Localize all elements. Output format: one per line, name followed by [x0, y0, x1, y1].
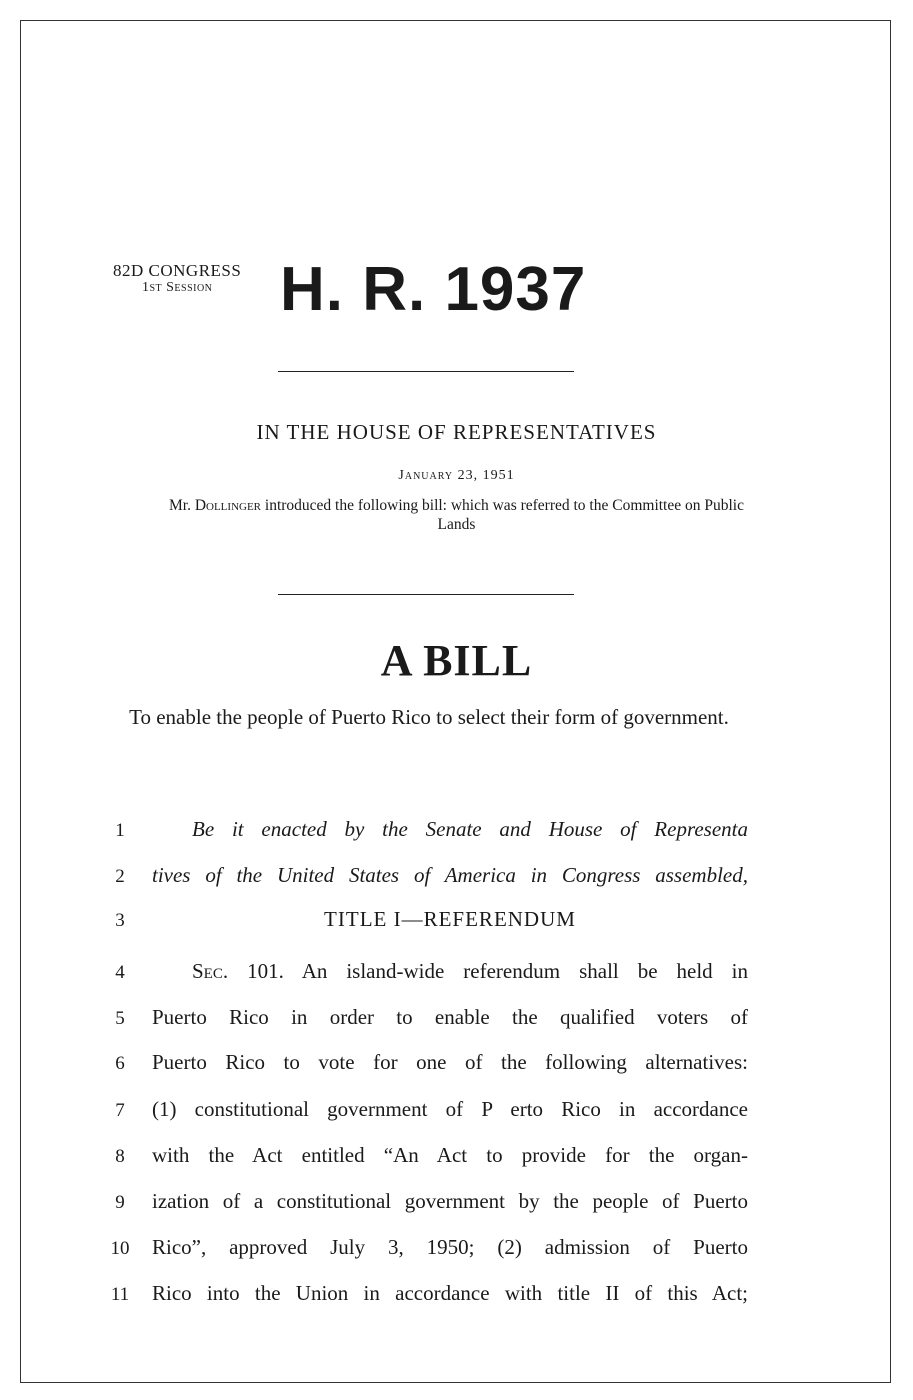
bill-line	[100, 1230, 760, 1270]
introduction-text	[160, 496, 753, 534]
bill-line	[100, 902, 760, 942]
bill-line	[100, 812, 760, 852]
intro-prefix: Mr.	[168, 497, 191, 514]
line-text: Rico into the Union in accordance with title II of this Act;	[152, 1281, 748, 1305]
bill-line	[100, 858, 760, 898]
line-text: Be it enacted by the Senate and House of Representa	[192, 817, 748, 841]
line-text: Puerto Rico to vote for one of the following alternatives:	[152, 1050, 748, 1074]
bill-line	[100, 1184, 760, 1224]
session-label: 1st Session	[141, 280, 213, 295]
chamber-heading: IN THE HOUSE OF REPRESENTATIVES	[256, 420, 657, 444]
line-text: ization of a constitutional government by the people of Puerto	[152, 1189, 748, 1213]
line-number: 6	[115, 1053, 125, 1074]
bill-line	[100, 1092, 760, 1132]
line-text: Rico”, approved July 3, 1950; (2) admission of Puerto	[152, 1235, 748, 1259]
bill-purpose: To enable the people of Puerto Rico to select their form of government.	[129, 705, 729, 729]
title-heading: TITLE I—REFERENDUM	[324, 907, 576, 931]
line-number: 8	[115, 1146, 125, 1167]
bill-line	[100, 1000, 760, 1040]
line-text	[192, 959, 748, 984]
divider-bottom	[278, 594, 574, 595]
line-text: with the Act entitled “An Act to provide for the organ-	[152, 1143, 748, 1167]
bill-line	[100, 1045, 760, 1085]
section-label: Sec. 101.	[192, 959, 284, 983]
divider-top	[278, 371, 574, 372]
line-number: 10	[110, 1238, 130, 1259]
line-number: 9	[115, 1192, 125, 1213]
line-number: 5	[115, 1008, 125, 1029]
line-text: tives of the United States of America in Congress assembled,	[152, 863, 748, 887]
line-number: 11	[110, 1284, 130, 1305]
sponsor-name: Dollinger	[194, 497, 262, 514]
line-text: (1) constitutional government of P erto Rico in accordance	[152, 1097, 748, 1121]
intro-body: introduced the following bill: which was referred to the Committee on Public Lands	[264, 497, 744, 533]
bill-heading: A BILL	[380, 636, 533, 685]
line-number: 1	[115, 820, 125, 841]
bill-line	[100, 1138, 760, 1178]
bill-date: January 23, 1951	[398, 468, 515, 483]
bill-number: H. R. 1937	[280, 255, 587, 324]
line-number: 2	[115, 866, 125, 887]
congress-label: 82D CONGRESS	[113, 261, 242, 280]
congress-session	[113, 262, 241, 296]
bill-line	[100, 954, 760, 994]
section-text: An island-wide referendum shall be held in	[301, 959, 749, 983]
line-text: Puerto Rico in order to enable the qualified voters of	[152, 1005, 748, 1029]
bill-line	[100, 1276, 760, 1316]
line-number: 4	[115, 962, 125, 983]
line-number: 7	[115, 1100, 125, 1121]
line-number: 3	[115, 910, 125, 931]
